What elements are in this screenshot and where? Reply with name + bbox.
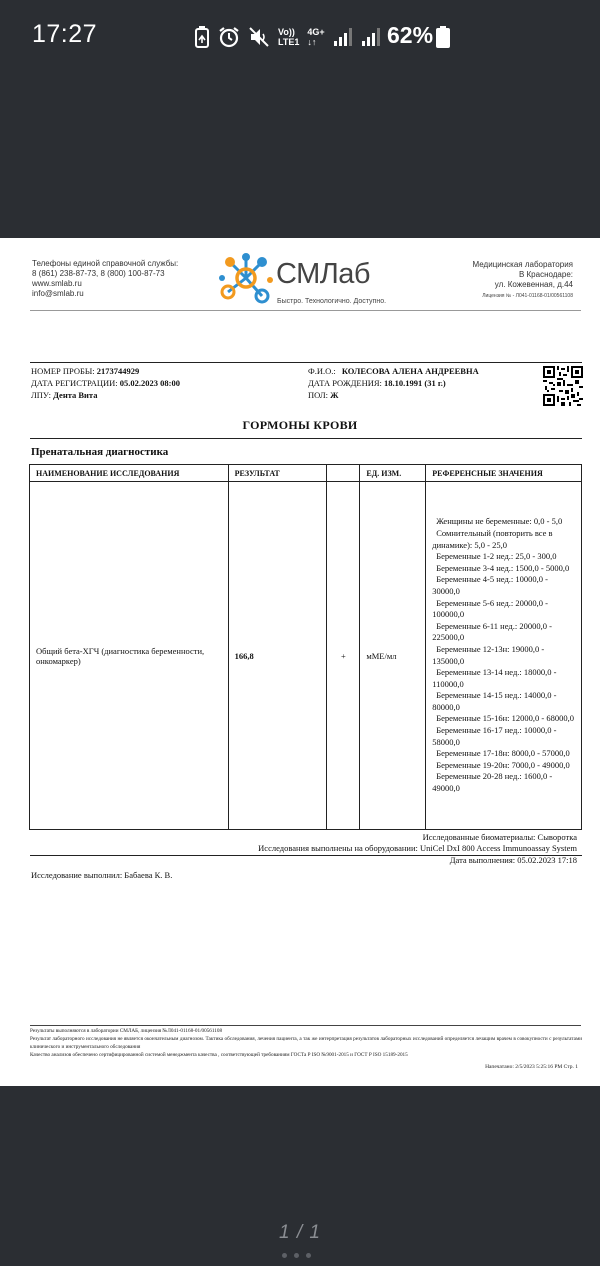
cmlab-logo <box>218 252 398 312</box>
signal-icon-2 <box>361 27 381 47</box>
logo-slogan: Быстро. Технологично. Доступно. <box>277 298 387 305</box>
result-flag: + <box>327 482 360 830</box>
battery-icon <box>436 26 450 48</box>
section-heading: Пренатальная диагностика <box>31 446 169 458</box>
column-header-result: РЕЗУЛЬТАТ <box>228 465 327 482</box>
page-dots[interactable] <box>282 1253 311 1258</box>
column-header-reference: РЕФЕРЕНСНЫЕ ЗНАЧЕНИЯ <box>426 465 582 482</box>
footer-disclaimer: Результаты выполняются в лаборатории СМЛАБ, лицензия №Л041-01168-01/00561108 Результат лабораторного исследования не является окончательным диагнозом. Тактика обследования, лечения пациента, а так же интерпретация результатов лабораторных исследований определяется лечащим врачем в совокупности с результатами клинического и инструментального обследования Качество анализов обеспечено сертифицированной системой менеджмента качества , соответствующей требованиям ГОСТа Р ISO №9001-2015 и ГОСТ Р ISO 15189-2015 <box>30 1028 582 1058</box>
lab-report-page <box>0 238 600 1086</box>
header-divider <box>30 310 581 311</box>
footer-divider <box>30 1025 581 1026</box>
info-divider <box>30 362 582 363</box>
printed-timestamp: Напечатано: 2/5/2023 5:25:16 PM Стр. 1 <box>485 1064 578 1070</box>
page-indicator: 1 / 1 <box>279 1222 321 1243</box>
results-table <box>29 464 582 830</box>
sample-info: НОМЕР ПРОБЫ: 2173744929 ДАТА РЕГИСТРАЦИИ: 05.02.2023 08:00 ЛПУ: Дента Вита <box>31 366 180 400</box>
qr-code <box>543 366 583 406</box>
column-header-name: НАИМЕНОВАНИЕ ИССЛЕДОВАНИЯ <box>30 465 229 482</box>
table-row <box>30 482 582 830</box>
performer: Исследование выполнил: Бабаева К. В. <box>31 870 173 880</box>
license-number: Лицензия № - Л041-01168-01/00561108 <box>482 293 573 299</box>
logo-wordmark: СМЛаб <box>276 258 371 290</box>
alarm-icon <box>218 26 240 48</box>
status-bar <box>0 0 600 72</box>
table-header-row <box>30 465 582 482</box>
signal-icon <box>333 27 353 47</box>
data-arrows-icon: 4G+ ↓↑ <box>307 27 325 47</box>
test-unit: мМЕ/мл <box>360 482 426 830</box>
volte-icon: Vo)) LTE1 <box>278 27 300 47</box>
report-title: ГОРМОНЫ КРОВИ <box>242 418 358 432</box>
test-result: 166,8 <box>228 482 327 830</box>
lab-address-block: Медицинская лаборатория В Краснодаре: ул. Кожевенная, д.44 Лицензия № - Л041-01168-01/00561108 <box>472 260 573 299</box>
column-header-unit: ЕД. ИЗМ. <box>360 465 426 482</box>
molecule-logo-icon <box>218 252 274 308</box>
patient-info: Ф.И.О.: КОЛЕСОВА АЛЕНА АНДРЕЕВНА ДАТА РОЖДЕНИЯ: 18.10.1991 (31 г.) ПОЛ: Ж <box>308 366 479 400</box>
page-dot[interactable] <box>294 1253 299 1258</box>
mute-icon <box>248 26 270 48</box>
page-dot[interactable] <box>282 1253 287 1258</box>
completion-date: Дата выполнения: 05.02.2023 17:18 <box>449 855 577 865</box>
reference-values: Женщины не беременные: 0,0 - 5,0 Сомнительный (повторить все в динамике): 5,0 - 25,0 Беременные 1-2 нед.: 25,0 - 300,0 Беременные 3-4 нед.: 1500,0 - 5000,0 Беременные 4-5 нед.: 10000,0 - 30000,0 Беременные 5-6 нед.: 20000,0 - 100000,0 Беременные 6-11 нед.: 20000,0 - 225000,0 Беременные 12-13н: 19000,0 - 135000,0 Беременные 13-14 нед.: 18000,0 - 110000,0 Беременные 14-15 нед.: 14000,0 - 80000,0 Беременные 15-16н: 12000,0 - 68000,0 Беременные 16-17 нед.: 10000,0 - 58000,0 Беременные 17-18н: 8000,0 - 57000,0 Беременные 19-20н: 7000,0 - 49000,0 Беременные 20-28 нед.: 1600,0 - 49000,0 <box>426 482 582 830</box>
battery-percent: 62% <box>387 22 434 48</box>
page-dot[interactable] <box>306 1253 311 1258</box>
status-icons <box>194 24 381 50</box>
clock: 17:27 <box>32 20 98 48</box>
column-header-flag <box>327 465 360 482</box>
contacts-block: Телефоны единой справочной службы: 8 (861) 238-87-73, 8 (800) 100-87-73 www.smlab.ru info@smlab.ru <box>32 259 179 298</box>
equipment-note: Исследования выполнены на оборудовании: UniCel DxI 800 Access Immunoassay System <box>258 843 577 856</box>
test-name: Общий бета-ХГЧ (диагностика беременности, онкомаркер) <box>30 482 229 830</box>
battery-saver-icon <box>194 26 210 48</box>
title-divider <box>30 438 582 439</box>
biomaterial-note: Исследованные биоматериалы: Сыворотка <box>422 832 577 842</box>
